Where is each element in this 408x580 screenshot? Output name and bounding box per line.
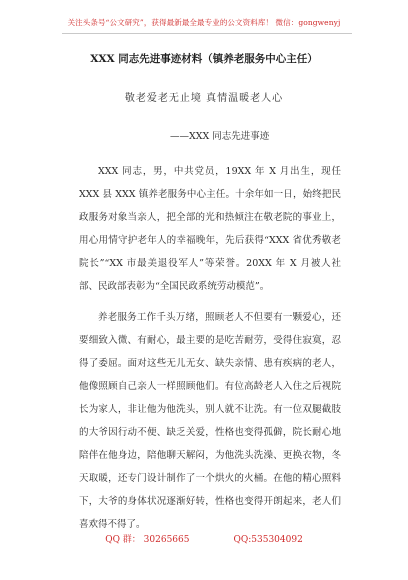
footer-qq-number: QQ:535304092 [233, 535, 303, 545]
header-banner: 关注头条号“公文研究”，获得最新最全最专业的公文资料库！ 微信：gongwenyj [67, 18, 341, 27]
header-divider [62, 33, 352, 34]
body-paragraph-2: 养老服务工作千头万绪，照顾老人不但要有一颗爱心，还要细致入微、有耐心，最主要的是吃苦耐劳，受得住寂寞，忍得了委屈。面对这些无儿无女、缺失亲情、患有疾病的老人，他像照顾自己亲人一样照顾他们。有位高龄老人入住之后视院长为家人，非让他为他洗头，别人就不让洗。有一位双腿截肢的大爷因行动不便、缺乏关爱，性格也变得孤僻，院长耐心地陪伴在他身边，陪他聊天解闷，为他洗头洗澡、更换衣物，冬天取暖，还专门设计制作了一个烘火的火桶。在他的精心照料下，大爷的身体状况逐渐好转，性格也变得开朗起来，老人们喜欢得不得了。 [79, 312, 341, 530]
document-title: XXX 同志先进事迹材料（镇养老服务中心主任） [90, 53, 318, 65]
footer-contact [0, 534, 408, 546]
body-paragraph-1: XXX 同志，男，中共党员，19XX 年 X 月出生，现任 XXX 县 XXX 镇养老服务中心主任。十余年如一日，始终把民政服务对象当亲人，把全部的光和热倾注在敬老院的事业上，用心用情守护老年人的幸福晚年，先后获得“XXX 省优秀敬老院长”“XX 市最美退役军人”等荣誉。20XX 年 X 月被人社部、民政部表彰为“全国民政系统劳动模范”。 [79, 166, 341, 292]
document-byline: ——XXX 同志先进事迹 [170, 131, 270, 142]
document-subtitle: 敬老爱老无止境 真情温暖老人心 [124, 93, 284, 104]
footer-qq-group: QQ 群： 30265665 [105, 535, 190, 545]
